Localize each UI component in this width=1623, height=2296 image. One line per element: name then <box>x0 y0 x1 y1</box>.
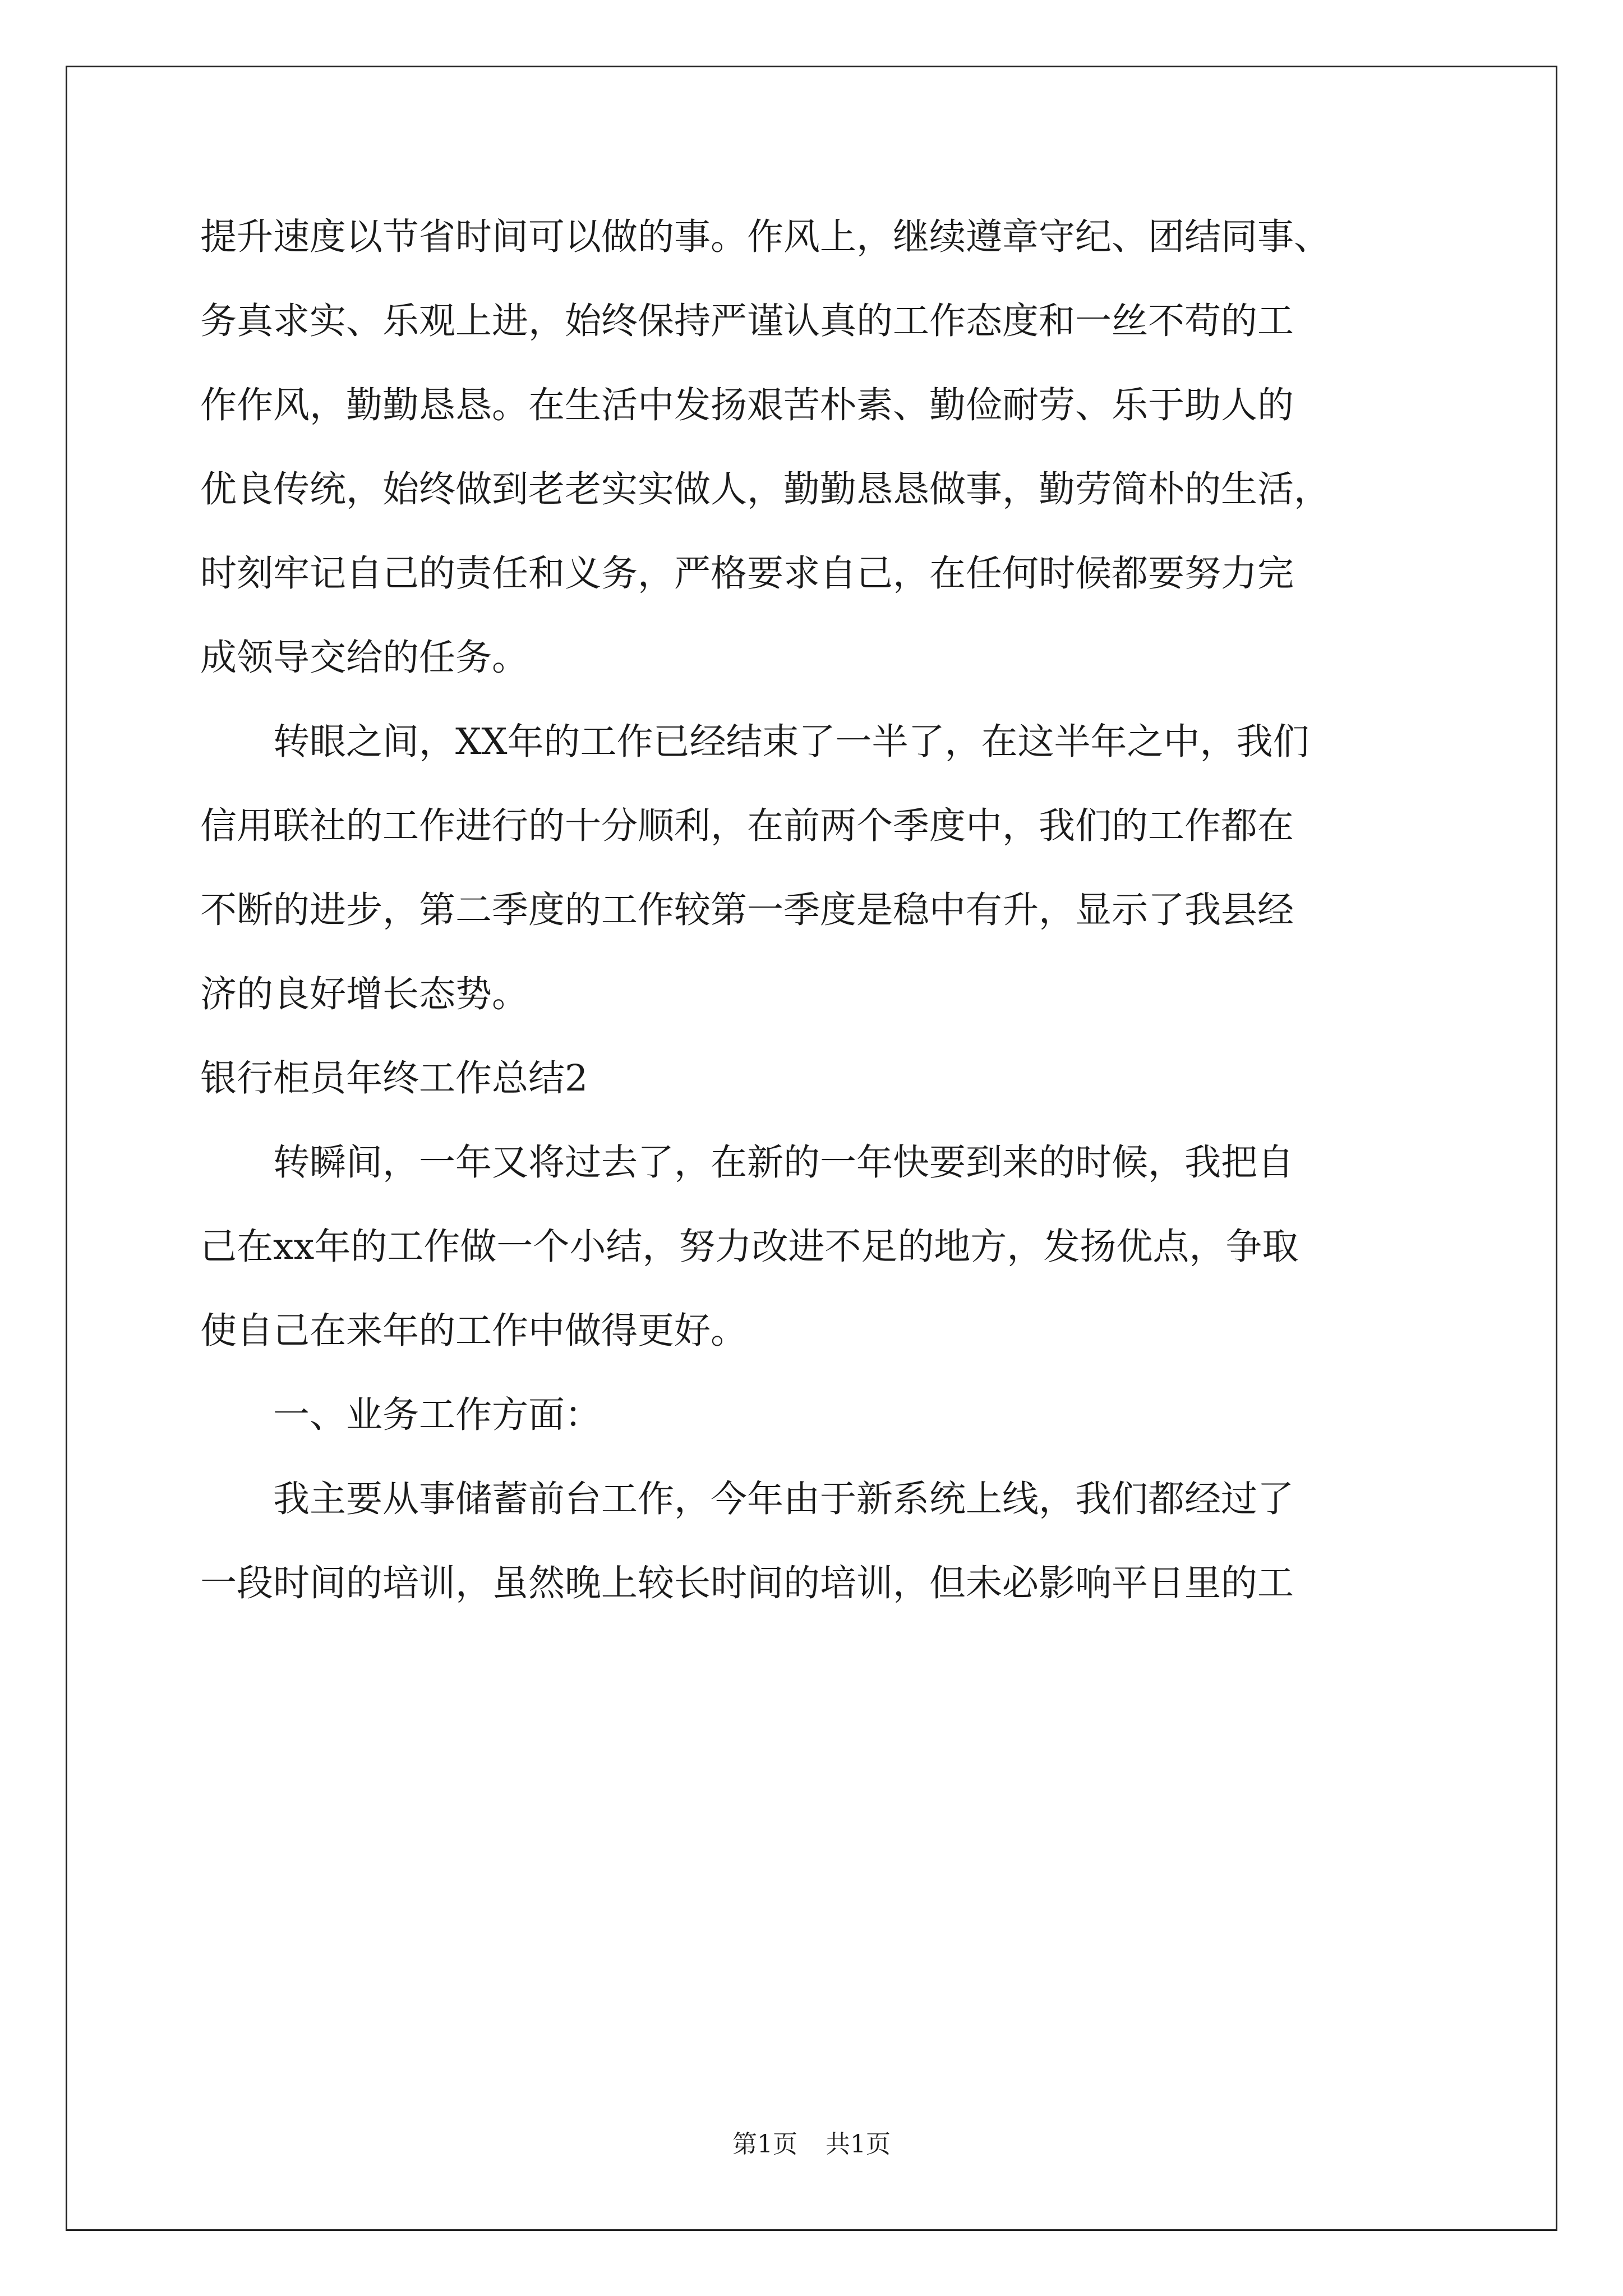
page-number: 第1页 <box>732 2130 797 2159</box>
text-line: 济的良好增长态势。 <box>200 973 529 1015</box>
text-line: 务真求实、乐观上进，始终保持严谨认真的工作态度和一丝不苟的工 <box>200 300 1294 342</box>
text-line: 成领导交给的任务。 <box>200 637 529 679</box>
text-line: 信用联社的工作进行的十分顺利，在前两个季度中，我们的工作都在 <box>200 805 1294 847</box>
page-total: 共1页 <box>826 2130 891 2159</box>
text-line: 使自己在来年的工作中做得更好。 <box>200 1310 748 1352</box>
text-line: 我主要从事储蓄前台工作，今年由于新系统上线，我们都经过了 <box>200 1478 1294 1520</box>
section-heading: 银行柜员年终工作总结2 <box>200 1057 588 1099</box>
page-footer <box>0 2129 1623 2160</box>
text-line: 转瞬间，一年又将过去了，在新的一年快要到来的时候，我把自 <box>200 1142 1294 1184</box>
text-line: 时刻牢记自己的责任和义务，严格要求自己，在任何时候都要努力完 <box>200 553 1294 595</box>
text-line: 己在xx年的工作做一个小结，努力改进不足的地方，发扬优点，争取 <box>200 1226 1299 1268</box>
text-line: 优良传统，始终做到老老实实做人，勤勤恳恳做事，勤劳简朴的生活， <box>200 468 1331 510</box>
text-line: 一段时间的培训，虽然晚上较长时间的培训，但未必影响平日里的工 <box>200 1562 1294 1604</box>
text-line: 一、业务工作方面： <box>200 1394 602 1436</box>
text-line: 作作风，勤勤恳恳。在生活中发扬艰苦朴素、勤俭耐劳、乐于助人的 <box>200 384 1294 426</box>
text-line: 不断的进步，第二季度的工作较第一季度是稳中有升，显示了我县经 <box>200 889 1294 931</box>
text-line: 提升速度以节省时间可以做的事。作风上，继续遵章守纪、团结同事、 <box>200 216 1331 258</box>
text-line: 转眼之间，XX年的工作已经结束了一半了，在这半年之中，我们 <box>200 721 1310 763</box>
